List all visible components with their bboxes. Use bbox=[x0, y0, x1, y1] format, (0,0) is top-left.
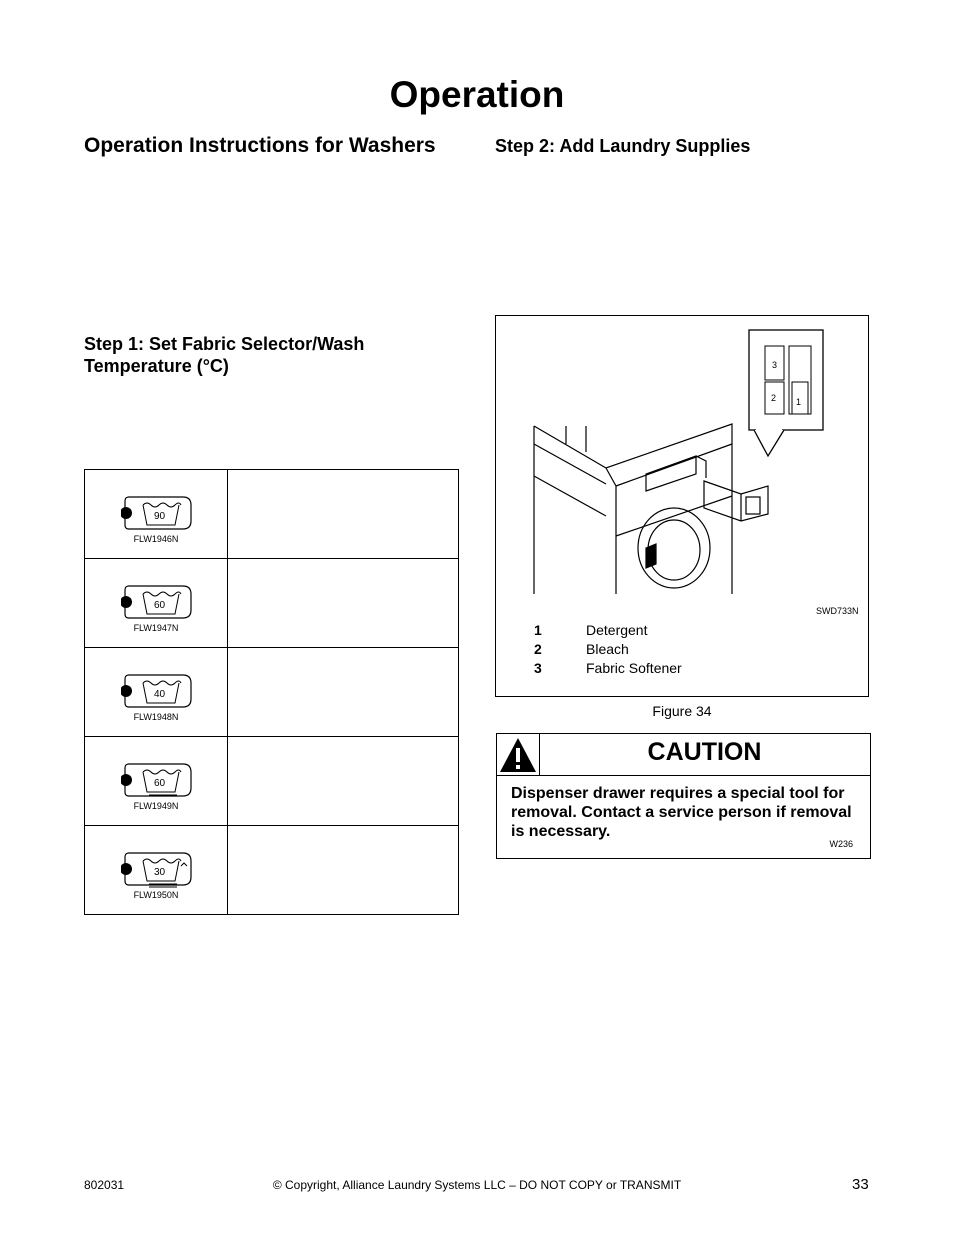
page-number: 33 bbox=[852, 1176, 869, 1193]
symbol-code: FLW1946N bbox=[133, 534, 179, 544]
fabric-symbol-cell bbox=[85, 559, 228, 648]
fabric-symbol-cell bbox=[85, 826, 228, 915]
fabric-description-cell bbox=[228, 648, 459, 737]
symbol-code: FLW1950N bbox=[133, 890, 179, 900]
caution-header bbox=[497, 734, 870, 776]
fabric-description-cell bbox=[228, 737, 459, 826]
symbol-code: FLW1947N bbox=[133, 623, 179, 633]
fabric-description-cell bbox=[228, 826, 459, 915]
warning-triangle-icon bbox=[497, 734, 539, 775]
step2-heading: Step 2: Add Laundry Supplies bbox=[495, 136, 751, 156]
fabric-selector-table bbox=[84, 469, 459, 915]
wash-temp-label: 30 bbox=[154, 867, 166, 878]
table-row bbox=[85, 470, 459, 559]
fabric-description-cell bbox=[228, 559, 459, 648]
table-row bbox=[85, 559, 459, 648]
footer-doc-number: 802031 bbox=[84, 1178, 125, 1192]
footer-copyright: © Copyright, Alliance Laundry Systems LLC – DO NOT COPY or TRANSMIT bbox=[272, 1178, 682, 1192]
fabric-symbol-cell bbox=[85, 737, 228, 826]
wash-tub-90-icon bbox=[121, 493, 193, 533]
legend-num-1: 1 bbox=[534, 622, 542, 638]
dispenser-drawer-illustration bbox=[496, 316, 868, 616]
section-heading-washers: Operation Instructions for Washers bbox=[84, 134, 436, 157]
table-row bbox=[85, 737, 459, 826]
caution-text: Dispenser drawer requires a special tool for removal. Contact a service person if removal is necessary. bbox=[511, 785, 852, 840]
page-title: Operation bbox=[389, 74, 565, 115]
legend-num-3: 3 bbox=[534, 660, 542, 676]
fabric-description-cell bbox=[228, 470, 459, 559]
symbol-code: FLW1949N bbox=[133, 801, 179, 811]
figure-caption: Figure 34 bbox=[652, 703, 712, 719]
legend-label-detergent: Detergent bbox=[586, 622, 648, 638]
figure-34-box bbox=[495, 315, 869, 697]
figure-image-code: SWD733N bbox=[816, 606, 859, 616]
table-row bbox=[85, 648, 459, 737]
callout-1: 1 bbox=[796, 397, 802, 407]
table-row bbox=[85, 826, 459, 915]
caution-code: W236 bbox=[829, 839, 853, 849]
legend-label-bleach: Bleach bbox=[586, 641, 629, 657]
wash-temp-label: 90 bbox=[154, 511, 166, 522]
callout-2: 2 bbox=[771, 393, 777, 403]
wash-tub-60-bar-icon bbox=[121, 760, 193, 800]
wash-temp-label: 60 bbox=[154, 600, 166, 611]
legend-num-2: 2 bbox=[534, 641, 542, 657]
wash-temp-label: 40 bbox=[154, 689, 166, 700]
fabric-symbol-cell bbox=[85, 648, 228, 737]
caution-box bbox=[496, 733, 871, 859]
step1-heading: Step 1: Set Fabric Selector/Wash Temperature (°C) bbox=[84, 334, 365, 376]
fabric-symbol-cell bbox=[85, 470, 228, 559]
wash-tub-40-icon bbox=[121, 671, 193, 711]
wash-temp-label: 60 bbox=[154, 778, 166, 789]
wash-tub-60-icon bbox=[121, 582, 193, 622]
wash-tub-30-double-bar-icon bbox=[121, 849, 193, 889]
caution-title: CAUTION bbox=[647, 738, 762, 766]
legend-label-fabric-softener: Fabric Softener bbox=[586, 660, 682, 676]
symbol-code: FLW1948N bbox=[133, 712, 179, 722]
callout-3: 3 bbox=[772, 360, 778, 370]
